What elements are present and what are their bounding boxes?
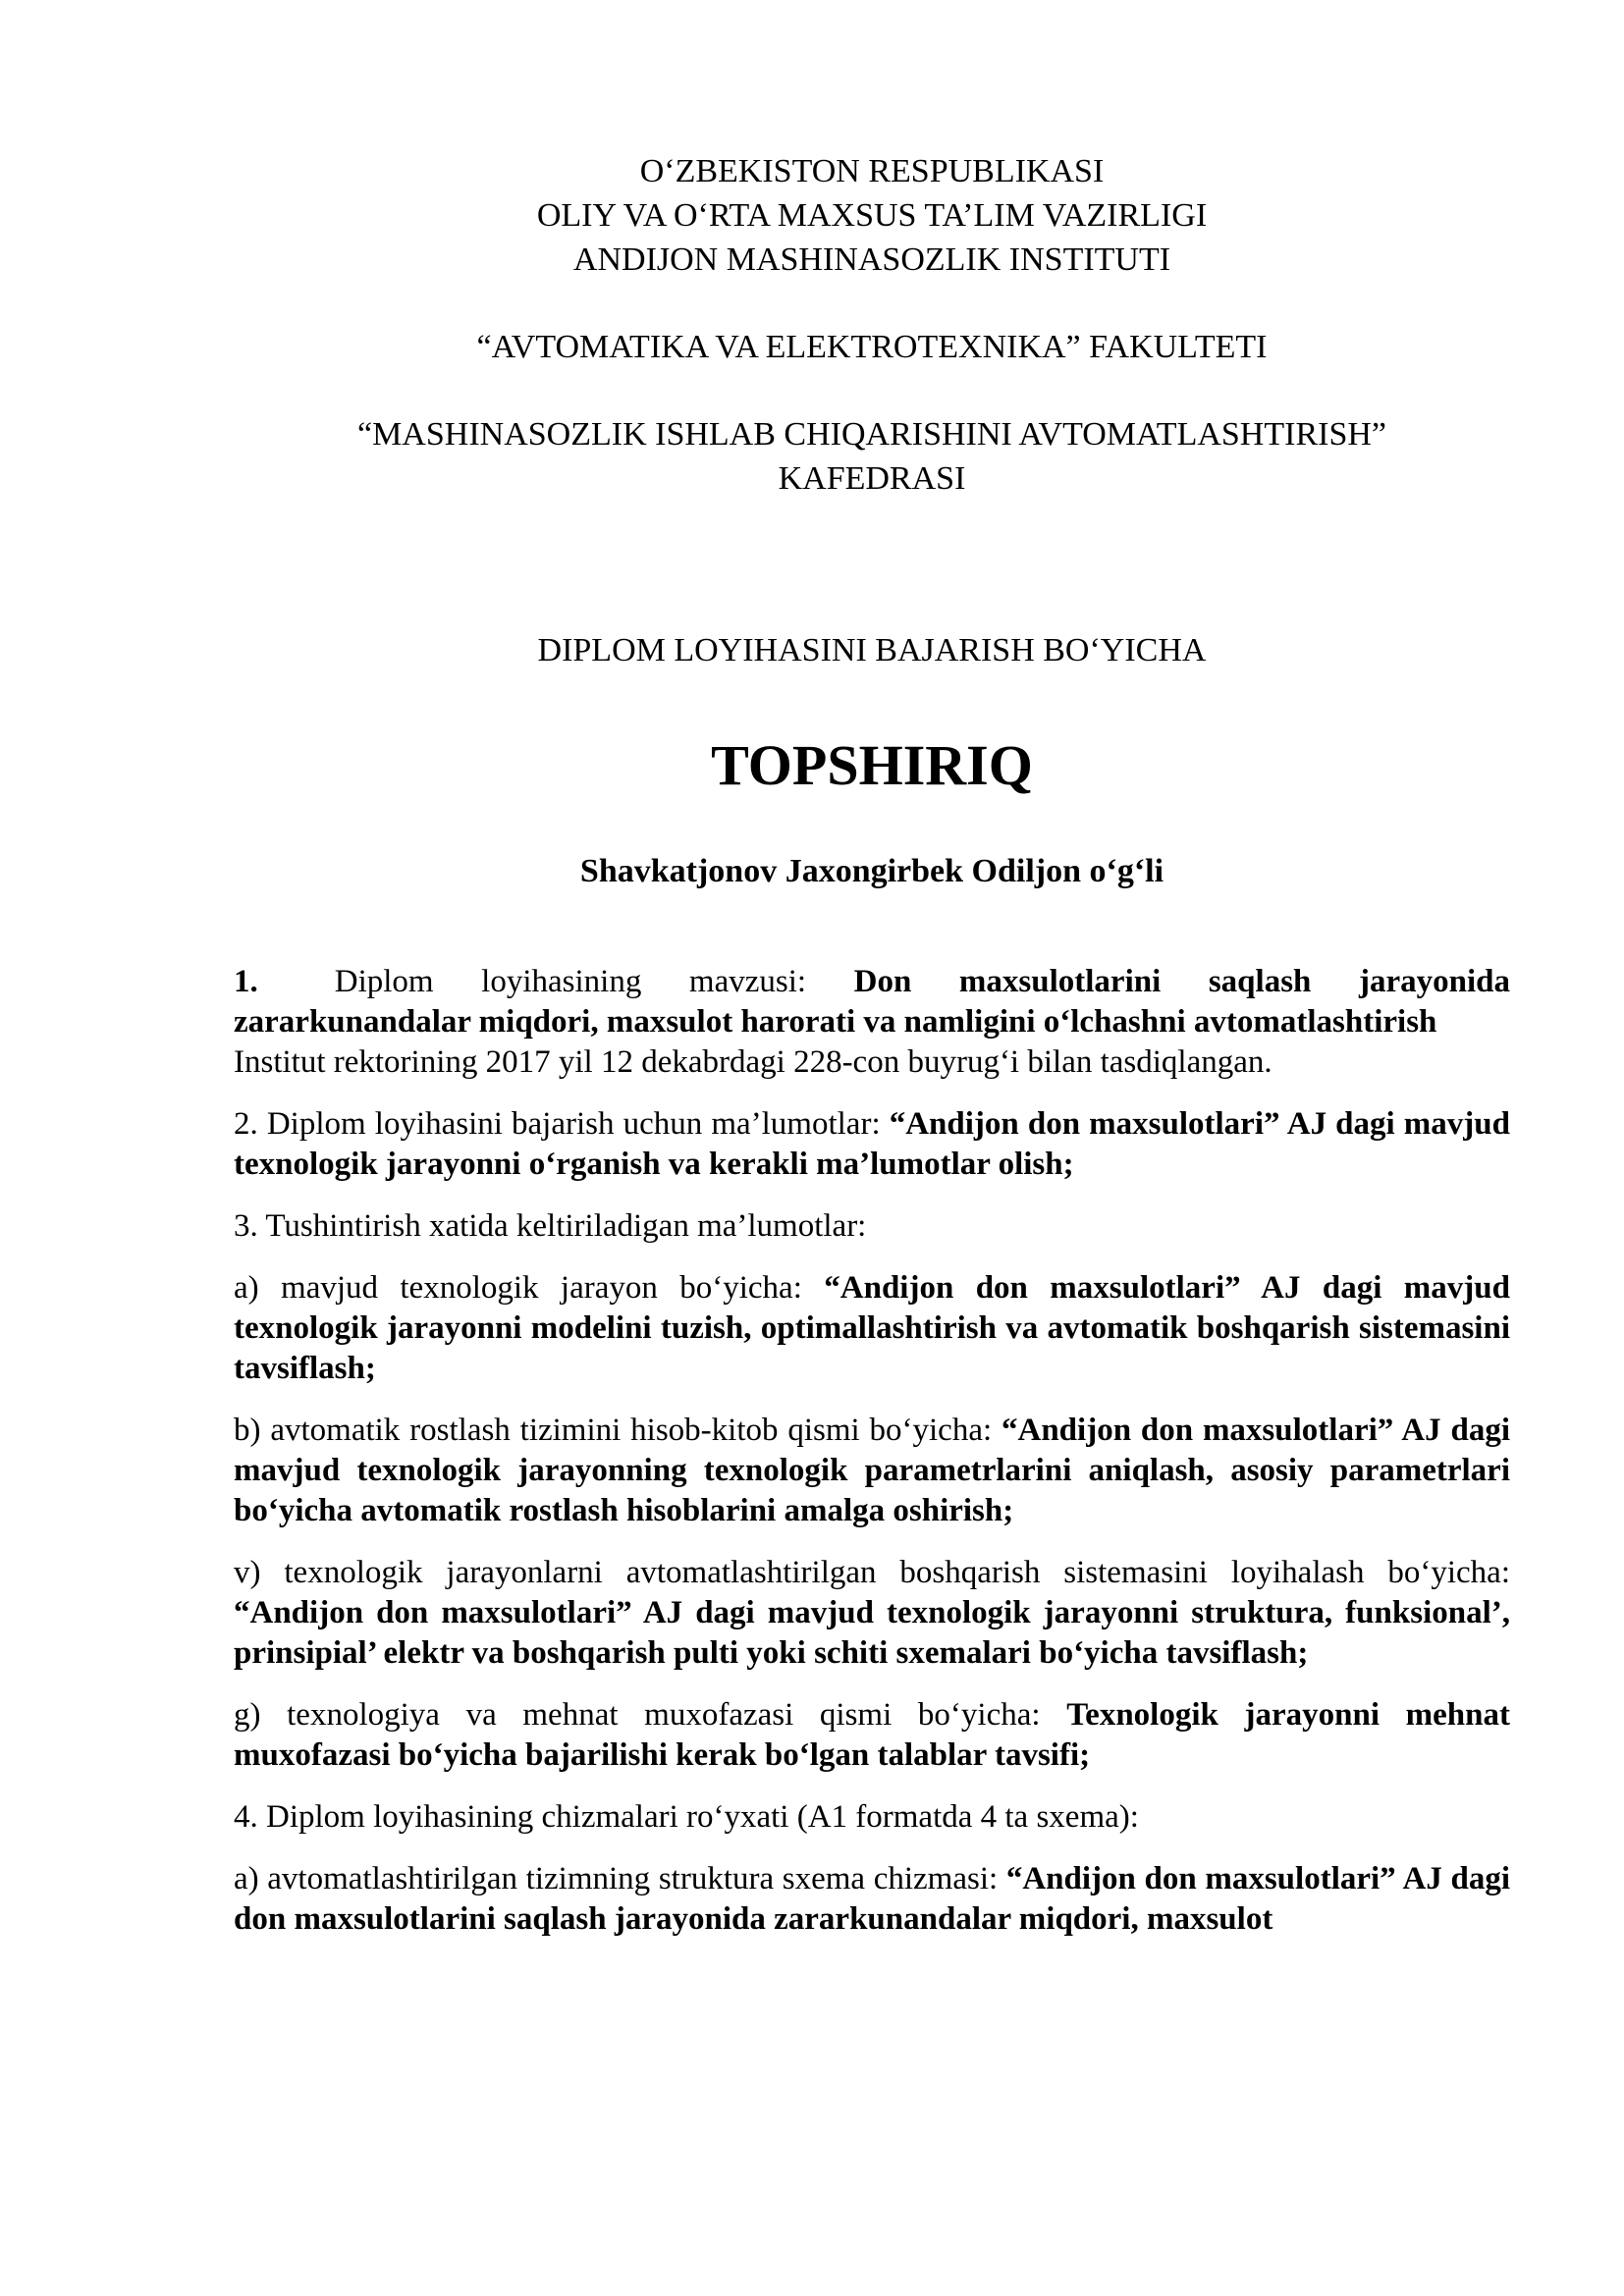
item-1-topic	[234, 962, 1510, 1042]
item-2-data	[234, 1104, 1510, 1185]
student-name: Shavkatjonov Jaxongirbek Odiljon o‘g‘li	[579, 853, 1164, 889]
item-4a-lead: a) avtomatlashtirilgan tizimning struktura sxema chizmasi:	[234, 1861, 1006, 1896]
document-content	[234, 149, 1510, 1961]
item-3b	[234, 1411, 1510, 1531]
item-3v-text: “Andijon don maxsulotlari” AJ dagi mavjud texnologik jarayonni struktura, funksional’, prinsipial’ elektr va boshqarish pulti yoki schiti sxemalari bo‘yicha tavsiflash;	[234, 1595, 1510, 1671]
item-4-heading: 4. Diplom loyihasining chizmalari ro‘yxati (A1 formatda 4 ta sxema):	[234, 1799, 1139, 1835]
item-3g-lead: g) texnologiya va mehnat muxofazasi qismi bo‘yicha:	[234, 1697, 1067, 1733]
item-3a-text: “Andijon don maxsulotlari” AJ dagi mavjud texnologik jarayonni modelini tuzish, optimallashtirish va avtomatik boshqarish sistemasini tavsiflash;	[234, 1270, 1510, 1386]
item-3b-text: “Andijon don maxsulotlari” AJ dagi mavjud texnologik jarayonning texnologik parametrlarini aniqlash, asosiy parametrlari bo‘yicha avtomatik rostlash hisoblarini amalga oshirish;	[234, 1413, 1510, 1528]
item-1-number: 1.	[234, 964, 258, 999]
header-faculty: “AVTOMATIKA VA ELEKTROTEXNIKA” FAKULTETI	[476, 329, 1268, 365]
header-ministry: OLIY VA O‘RTA MAXSUS TA’LIM VAZIRLIGI	[536, 197, 1208, 234]
header-department-suffix: KAFEDRASI	[778, 460, 966, 497]
item-3a	[234, 1268, 1510, 1389]
header-institute: ANDIJON MASHINASOZLIK INSTITUTI	[572, 241, 1171, 278]
item-1-topic-text: Don maxsulotlarini saqlash jarayonida zararkunandalar miqdori, maxsulot harorati va namligini o‘lchashni avtomatlashtirish	[234, 964, 1510, 1040]
item-1-approval: Institut rektorining 2017 yil 12 dekabrdagi 228-con buyrug‘i bilan tasdiqlangan.	[234, 1044, 1272, 1080]
header-department: “MASHINASOZLIK ISHLAB CHIQARISHINI AVTOMATLASHTIRISH”	[356, 416, 1387, 453]
item-3-heading: 3. Tushintirish xatida keltiriladigan ma’lumotlar:	[234, 1208, 867, 1244]
item-1-lead: Diplom loyihasining mavzusi:	[334, 964, 854, 999]
item-2-text: “Andijon don maxsulotlari” AJ dagi mavjud texnologik jarayonni o‘rganish va kerakli ma’lumotlar olish;	[234, 1106, 1510, 1182]
item-4a-text: “Andijon don maxsulotlari” AJ dagi don maxsulotlarini saqlash jarayonida zararkunandalar miqdori, maxsulot	[234, 1861, 1510, 1937]
item-3g-text: Texnologik jarayonni mehnat muxofazasi bo‘yicha bajarilishi kerak bo‘lgan talablar tavsifi;	[234, 1697, 1510, 1773]
item-3v	[234, 1553, 1510, 1674]
item-3a-lead: a) mavjud texnologik jarayon bo‘yicha:	[234, 1270, 825, 1306]
document-title: TOPSHIRIQ	[711, 733, 1033, 797]
item-2-lead: 2. Diplom loyihasini bajarish uchun ma’lumotlar:	[234, 1106, 890, 1142]
header-country: O‘ZBEKISTON RESPUBLIKASI	[639, 153, 1105, 189]
document-subtitle: DIPLOM LOYIHASINI BAJARISH BO‘YICHA	[537, 632, 1207, 668]
item-3g	[234, 1695, 1510, 1776]
item-3b-lead: b) avtomatik rostlash tizimini hisob-kitob qismi bo‘yicha:	[234, 1413, 1001, 1448]
item-4a	[234, 1859, 1510, 1940]
item-3v-lead: v) texnologik jarayonlarni avtomatlashtirilgan boshqarish sistemasini loyihalash bo‘yicha:	[234, 1555, 1510, 1590]
